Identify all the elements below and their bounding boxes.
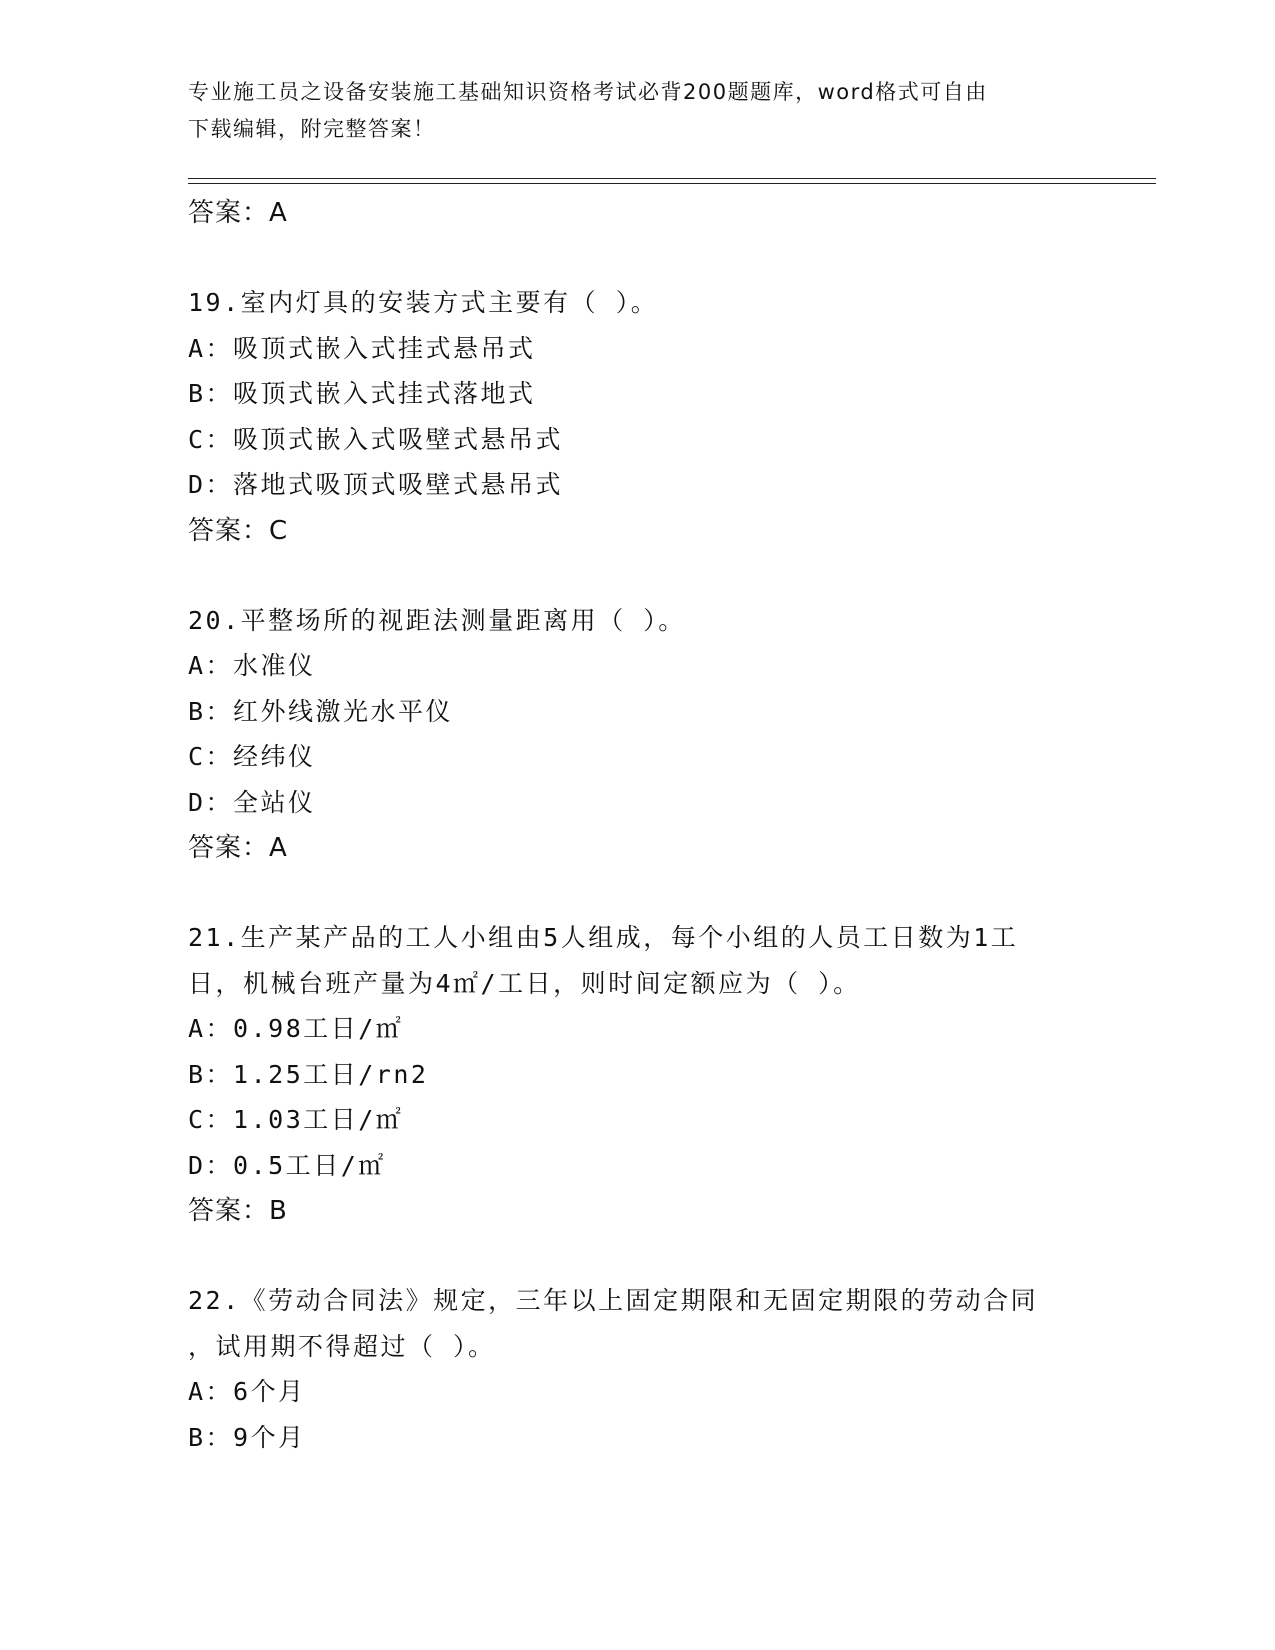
header-line-2: 下载编辑，附完整答案！ [188, 117, 436, 141]
answer-line [188, 508, 1088, 554]
header-divider-top [188, 178, 1156, 179]
option-a: A：6个月 [188, 1377, 306, 1406]
option-b: B：红外线激光水平仪 [188, 696, 454, 726]
option-c: C：1.03工日/㎡ [188, 1105, 404, 1134]
option-b: B：吸顶式嵌入式挂式落地式 [188, 379, 536, 408]
answer-line [188, 190, 1088, 236]
question-22 [188, 1278, 1088, 1460]
option-d: D：全站仪 [188, 787, 316, 817]
question-text-line-2: 日，机械台班产量为4㎡/工日，则时间定额应为（ ）。 [188, 968, 861, 998]
header-divider-bottom [188, 183, 1156, 184]
option-c: C：经纬仪 [188, 742, 316, 771]
answer-value: B [269, 1196, 288, 1226]
question-text: 19.室内灯具的安装方式主要有（ ）。 [188, 288, 659, 317]
answer-line [188, 825, 1088, 871]
option-d: D：落地式吸顶式吸壁式悬吊式 [188, 470, 564, 499]
option-d: D：0.5工日/㎡ [188, 1150, 386, 1180]
question-text-line-1: 22.《劳动合同法》规定，三年以上固定期限和无固定期限的劳动合同 [188, 1286, 1039, 1315]
answer-value: C [269, 515, 289, 546]
answer-label: 答案： [188, 1196, 270, 1226]
option-b: B：1.25工日/rn2 [188, 1059, 429, 1089]
question-text-line-1: 21.生产某产品的工人小组由5人组成，每个小组的人员工日数为1工 [188, 923, 1019, 952]
option-c: C：吸顶式嵌入式吸壁式悬吊式 [188, 424, 564, 454]
question-21 [188, 915, 1088, 1234]
answer-label: 答案： [188, 198, 270, 228]
option-a: A：水准仪 [188, 651, 316, 680]
answer-value: A [269, 198, 288, 228]
document-header [188, 74, 1088, 148]
question-text: 20.平整场所的视距法测量距离用（ ）。 [188, 605, 686, 635]
answer-label: 答案： [188, 515, 270, 546]
answer-line [188, 1188, 1088, 1234]
option-a: A：0.98工日/㎡ [188, 1014, 404, 1043]
question-20 [188, 598, 1088, 872]
answer-label: 答案： [188, 833, 270, 863]
question-19 [188, 280, 1088, 554]
question-text-line-2: ，试用期不得超过（ ）。 [188, 1331, 496, 1361]
document-content [188, 190, 1088, 1460]
option-a: A：吸顶式嵌入式挂式悬吊式 [188, 333, 536, 363]
header-line-1: 专业施工员之设备安装施工基础知识资格考试必背200题题库，word格式可自由 [188, 80, 988, 104]
answer-value: A [269, 833, 288, 863]
option-b: B：9个月 [188, 1422, 306, 1452]
